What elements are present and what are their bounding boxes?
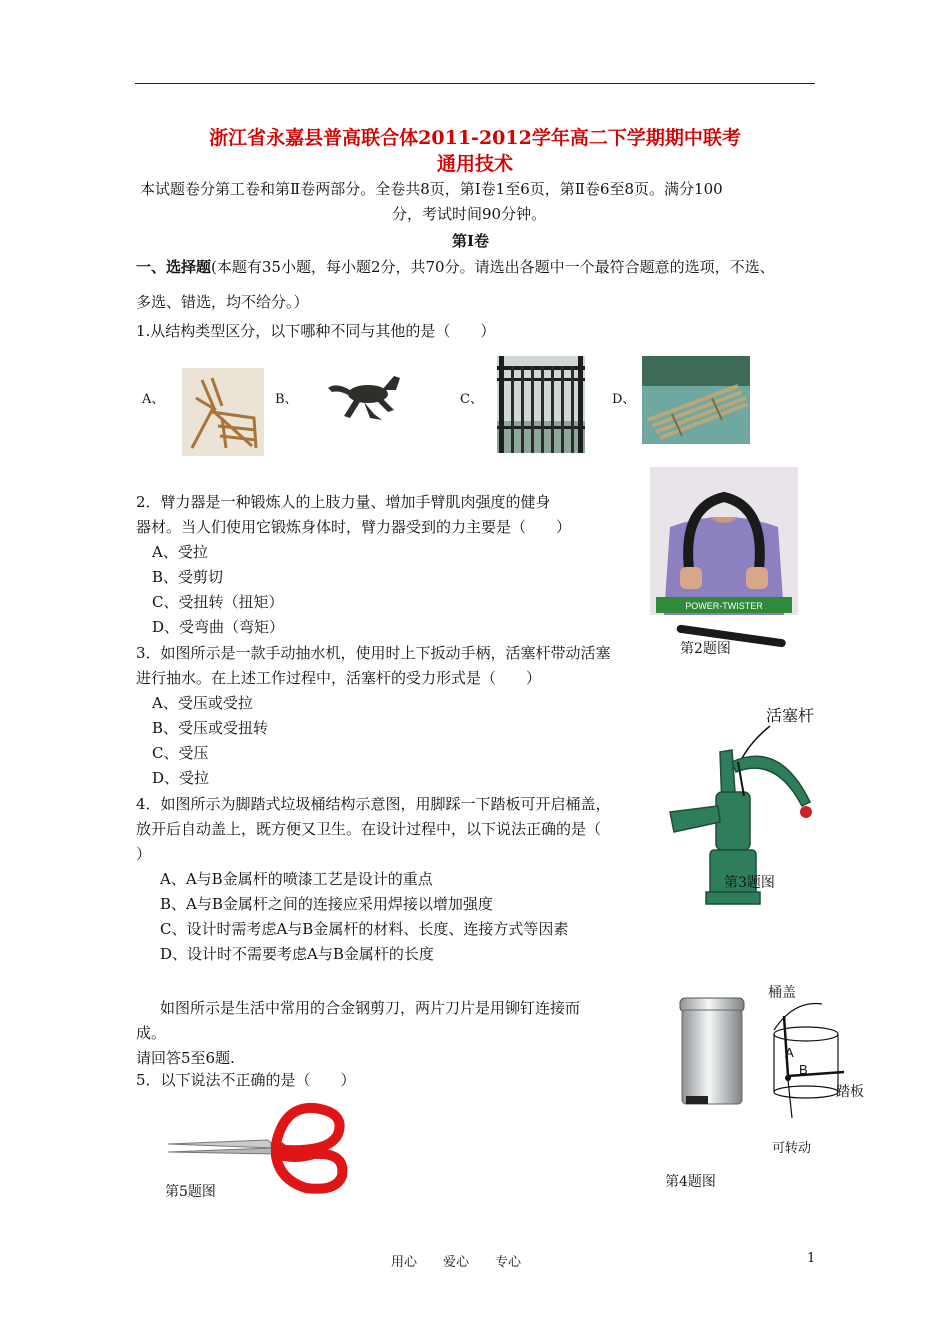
q2-option-b: B、受剪切 bbox=[152, 568, 224, 586]
q2-stem-2: 器材。当人们使用它锻炼身体时，臂力器受到的力主要是（ ） bbox=[136, 518, 572, 536]
trash-can-image bbox=[676, 992, 748, 1110]
bamboo-raft-image bbox=[642, 356, 750, 444]
section-desc-2: 多选、错选，均不给分。） bbox=[136, 293, 309, 311]
q3-option-a: A、受压或受拉 bbox=[152, 694, 253, 712]
power-twister-box-text: POWER-TWISTER bbox=[685, 601, 763, 611]
q1-label-c: C、 bbox=[460, 392, 483, 407]
trash-can-diagram bbox=[764, 996, 874, 1126]
q2-option-c: C、受扭转（扭矩） bbox=[152, 593, 284, 611]
exam-title: 浙江省永嘉县普高联合体2011-2012学年高二下学期期中联考 bbox=[209, 127, 741, 149]
deck-chair-image bbox=[182, 368, 264, 456]
footer-motto: 用心 爱心 专心 bbox=[391, 1255, 522, 1270]
q2-figure-caption: 第2题图 bbox=[680, 641, 731, 657]
q4-option-b: B、A与B金属杆之间的连接应采用焊接以增加强度 bbox=[160, 895, 493, 913]
q5-intro-2: 成。 bbox=[136, 1024, 167, 1042]
section-one-instructions bbox=[136, 256, 775, 277]
intro-line-2: 分，考试时间90分钟。 bbox=[392, 205, 547, 223]
bronze-horse-image bbox=[324, 368, 406, 424]
pivot-label: 可转动 bbox=[772, 1140, 812, 1155]
part-one-heading: 第Ⅰ卷 bbox=[452, 232, 490, 250]
q5-intro-1: 如图所示是生活中常用的合金钢剪刀，两片刀片是用铆钉连接而 bbox=[160, 999, 581, 1017]
arm-exerciser-image bbox=[650, 467, 798, 655]
q1-label-b: B、 bbox=[275, 392, 298, 407]
q3-stem-1: 3．如图所示是一款手动抽水机，使用时上下扳动手柄，活塞杆带动活塞 bbox=[136, 644, 611, 662]
q2-stem-1: 2．臂力器是一种锻炼人的上肢力量、增加手臂肌肉强度的健身 bbox=[136, 493, 551, 511]
q3-figure-caption: 第3题图 bbox=[724, 875, 775, 891]
q3-option-d: D、受拉 bbox=[152, 769, 210, 787]
rod-a-label: A bbox=[785, 1045, 794, 1060]
q4-stem-2: 放开后自动盖上，既方便又卫生。在设计过程中，以下说法正确的是（ bbox=[136, 820, 602, 838]
section-heading: 一、选择题 bbox=[136, 258, 212, 276]
q4-option-c: C、设计时需考虑A与B金属杆的材料、长度、连接方式等因素 bbox=[160, 920, 569, 938]
section-desc: (本题有35小题，每小题2分，共70分。请选出各题中一个最符合题意的选项，不选、 bbox=[211, 258, 775, 276]
exam-subtitle: 通用技术 bbox=[436, 153, 513, 175]
q5-figure-caption: 第5题图 bbox=[165, 1184, 216, 1200]
intro-line-1: 本试题卷分第工卷和第Ⅱ卷两部分。全卷共8页，第Ⅰ卷1至6页，第Ⅱ卷6至8页。满分100 bbox=[140, 180, 723, 198]
q2-option-a: A、受拉 bbox=[152, 543, 208, 561]
q3-stem-2: 进行抽水。在上述工作过程中，活塞杆的受力形式是（ ） bbox=[136, 669, 542, 687]
header-rule bbox=[135, 83, 815, 84]
q4-option-d: D、设计时不需要考虑A与B金属杆的长度 bbox=[160, 945, 434, 963]
q1-label-d: D、 bbox=[612, 392, 636, 407]
bin-lid-label: 桶盖 bbox=[768, 984, 796, 1000]
q1-stem: 1.从结构类型区分，以下哪种不同与其他的是（ ） bbox=[136, 322, 496, 340]
rod-b-label: B bbox=[799, 1062, 808, 1077]
iron-fence-image bbox=[497, 356, 585, 453]
q2-option-d: D、受弯曲（弯矩） bbox=[152, 618, 285, 636]
q5-stem: 5．以下说法不正确的是（ ） bbox=[136, 1071, 356, 1089]
q1-label-a: A、 bbox=[142, 392, 165, 407]
q3-option-c: C、受压 bbox=[152, 744, 209, 762]
q5-intro-3: 请回答5至6题. bbox=[136, 1049, 235, 1067]
page-number: 1 bbox=[807, 1251, 816, 1266]
piston-rod-label: 活塞杆 bbox=[766, 708, 815, 725]
q4-figure-caption: 第4题图 bbox=[665, 1174, 716, 1190]
q4-stem-1: 4．如图所示为脚踏式垃圾桶结构示意图，用脚踩一下踏板可开启桶盖， bbox=[136, 795, 611, 813]
q3-option-b: B、受压或受扭转 bbox=[152, 719, 269, 737]
q4-option-a: A、A与B金属杆的喷漆工艺是设计的重点 bbox=[160, 870, 433, 888]
q4-stem-3: ） bbox=[136, 845, 152, 863]
pedal-label: 踏板 bbox=[836, 1083, 864, 1099]
